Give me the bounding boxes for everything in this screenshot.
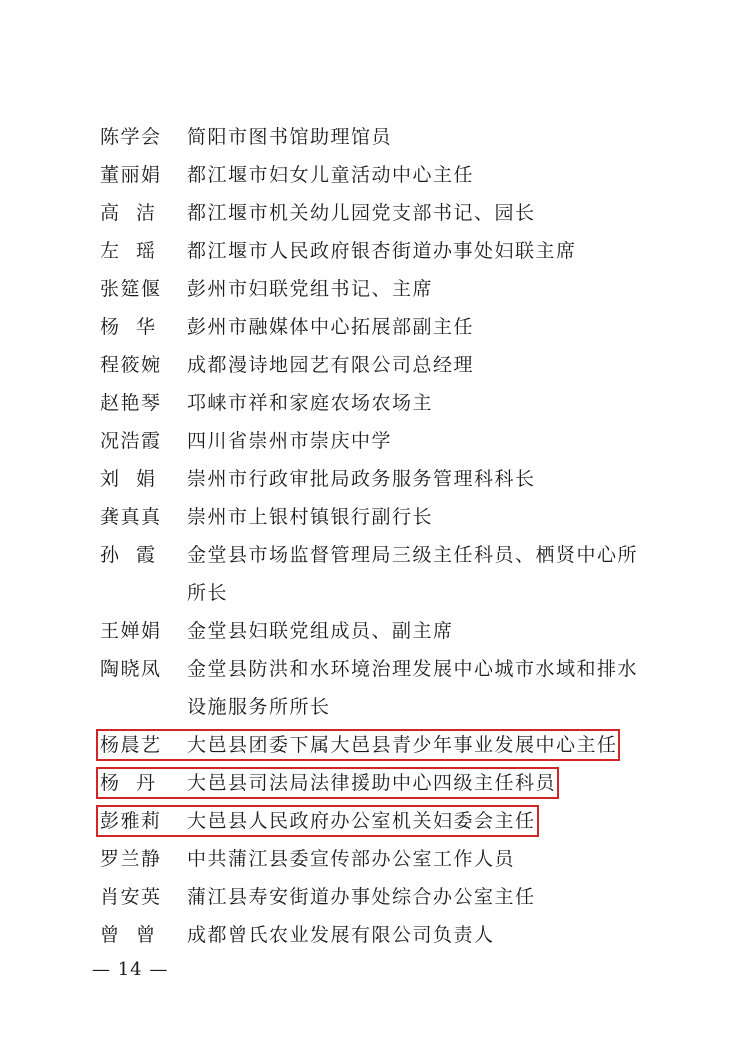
person-title: 蒲江县寿安街道办事处综合办公室主任	[187, 886, 536, 908]
list-item	[0, 270, 750, 308]
person-name: 陶晓凤	[100, 658, 162, 680]
list-item	[0, 878, 750, 916]
person-title: 都江堰市妇女儿童活动中心主任	[187, 164, 475, 186]
person-name: 董丽娟	[100, 164, 162, 186]
person-name: 杨华	[100, 316, 173, 338]
list-item	[0, 118, 750, 156]
person-title: 金堂县市场监督管理局三级主任科员、栖贤中心所所长	[187, 544, 639, 604]
list-item	[0, 422, 750, 460]
person-title: 都江堰市人民政府银杏街道办事处妇联主席	[187, 240, 577, 262]
person-name: 高洁	[100, 202, 173, 224]
list-item	[0, 536, 750, 612]
list-item	[0, 308, 750, 346]
person-name: 龚真真	[100, 506, 162, 528]
person-name: 孙霞	[100, 544, 173, 566]
list-item	[0, 194, 750, 232]
person-name: 程筱婉	[100, 354, 162, 376]
page-number: — 14 —	[92, 959, 169, 980]
list-item	[0, 916, 750, 954]
person-title: 邛崃市祥和家庭农场农场主	[187, 392, 434, 414]
person-title: 成都漫诗地园艺有限公司总经理	[187, 354, 475, 376]
person-name: 彭雅莉	[100, 810, 162, 832]
person-name: 左瑶	[100, 240, 173, 262]
person-name: 况浩霞	[100, 430, 162, 452]
list-item-highlighted	[0, 726, 750, 764]
person-name: 张筵偃	[100, 278, 162, 300]
list-item	[0, 612, 750, 650]
person-name: 曾曾	[100, 924, 173, 946]
person-title: 彭州市融媒体中心拓展部副主任	[187, 316, 475, 338]
person-name: 杨丹	[100, 772, 173, 794]
list-item	[0, 840, 750, 878]
person-title: 崇州市上银村镇银行副行长	[187, 506, 434, 528]
list-item	[0, 156, 750, 194]
list-item	[0, 384, 750, 422]
person-name: 刘娟	[100, 468, 173, 490]
person-name: 王婵娟	[100, 620, 162, 642]
person-title: 成都曾氏农业发展有限公司负责人	[187, 924, 495, 946]
list-item	[0, 460, 750, 498]
person-title: 金堂县防洪和水环境治理发展中心城市水域和排水设施服务所所长	[187, 658, 639, 718]
person-title: 简阳市图书馆助理馆员	[187, 126, 393, 148]
list-item-highlighted	[0, 764, 750, 802]
person-name: 杨晨艺	[100, 734, 162, 756]
list-item	[0, 232, 750, 270]
person-title: 大邑县司法局法律援助中心四级主任科员	[187, 772, 557, 794]
list-item	[0, 346, 750, 384]
person-title: 大邑县团委下属大邑县青少年事业发展中心主任	[187, 734, 618, 756]
person-title: 崇州市行政审批局政务服务管理科科长	[187, 468, 536, 490]
person-title: 都江堰市机关幼儿园党支部书记、园长	[187, 202, 536, 224]
person-title: 彭州市妇联党组书记、主席	[187, 278, 434, 300]
person-name: 罗兰静	[100, 848, 162, 870]
list-item	[0, 650, 750, 726]
person-name: 肖安英	[100, 886, 162, 908]
name-list	[0, 118, 750, 954]
person-title: 金堂县妇联党组成员、副主席	[187, 620, 454, 642]
person-name: 赵艳琴	[100, 392, 162, 414]
list-item	[0, 498, 750, 536]
person-name: 陈学会	[100, 126, 162, 148]
list-item-highlighted	[0, 802, 750, 840]
person-title: 大邑县人民政府办公室机关妇委会主任	[187, 810, 536, 832]
person-title: 四川省崇州市崇庆中学	[187, 430, 393, 452]
person-title: 中共蒲江县委宣传部办公室工作人员	[187, 848, 516, 870]
